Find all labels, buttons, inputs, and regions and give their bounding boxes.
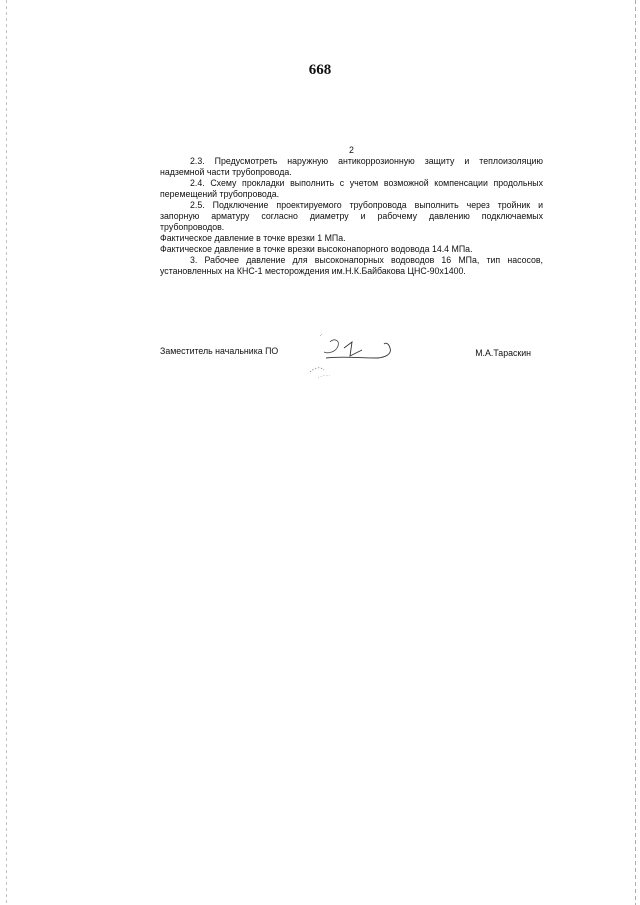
paragraph-2-3: 2.3. Предусмотреть наружную антикоррозионную защиту и теплоизоляцию надземной части трубопровода. [160,156,543,177]
scan-edge-left [6,0,7,905]
pressure-note-2: Фактическое давление в точке врезки высоконапорного водовода 14.4 МПа. [160,244,473,254]
paragraph-2-4: 2.4. Схему прокладки выполнить с учетом возможной компенсации продольных перемещений трубопровода. [160,178,543,199]
signatory-title: Заместитель начальника ПО [160,346,279,356]
signatory-name: М.А.Тараскин [475,348,531,358]
scan-edge-right [635,0,636,905]
pressure-note-1: Фактическое давление в точке врезки 1 МПа. [160,233,346,243]
sheet-number: 2 [349,145,354,155]
paragraph-2-5: 2.5. Подключение проектируемого трубопровода выполнить через тройник и запорную арматуру согласно диаметру и рабочему давлению подключаемых трубопроводов. [160,200,543,232]
page-number: 668 [308,62,332,78]
handwritten-signature [300,328,400,388]
paragraph-3: 3. Рабочее давление для высоконапорных водоводов 16 МПа, тип насосов, установленных на КНС-1 месторождения им.Н.К.Байбакова ЦНС-90х1400. [160,255,543,276]
document-body [160,145,543,277]
